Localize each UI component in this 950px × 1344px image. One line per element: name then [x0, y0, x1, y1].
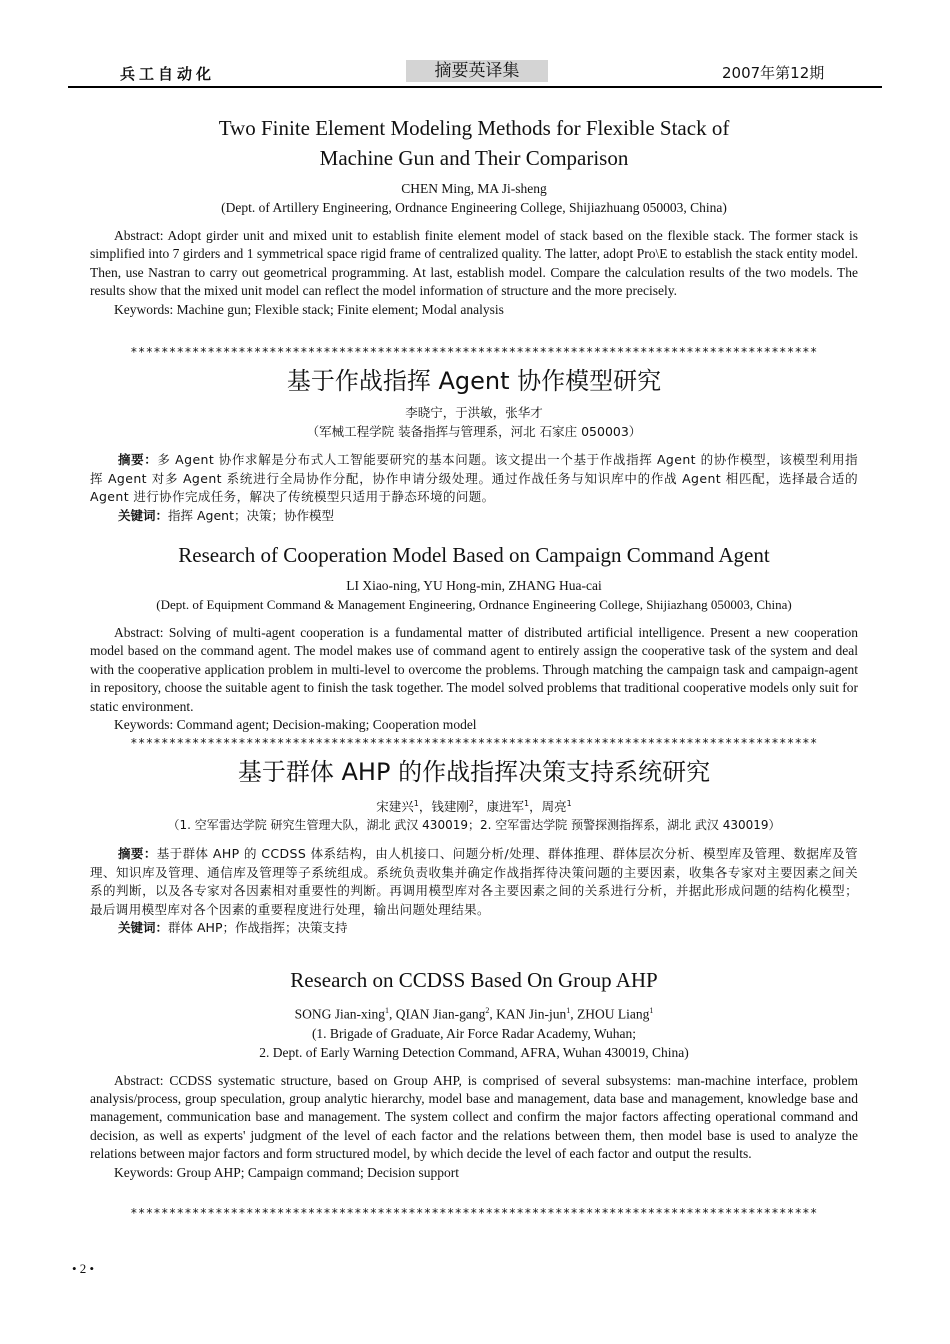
article-1: [90, 113, 858, 319]
keywords: Keywords: Command agent; Decision-making; Cooperation model: [114, 717, 477, 733]
abstract: Abstract: CCDSS systematic structure, based on Group AHP, is comprised of several subsystems: man-machine interface, problem analysis/process, group speculation, group analytic hierarchy, model base and management, data base and management, knowledge base and management, communication base and management. The system collect and confirm the major factors affecting operational command and decision, as well as experts' judgment of the level of each factor and the relations between them, then model base is used to analyze the relations between major factors and form structured model, by which decide the level of each factor and output the results.: [90, 1072, 858, 1162]
authors: 宋建兴$^1$，钱建刚$^2$，康进军$^1$，周亮$^1$: [376, 799, 572, 815]
keywords-text: 群体 AHP；作战指挥；决策支持: [168, 920, 348, 936]
affiliation: (Dept. of Artillery Engineering, Ordnance Engineering College, Shijiazhuang 050003, China): [221, 200, 727, 215]
article-3: [90, 540, 858, 734]
authors: LI Xiao-ning, YU Hong-min, ZHANG Hua-cai: [346, 578, 602, 593]
article-5: [90, 965, 858, 1182]
authors: CHEN Ming, MA Ji-sheng: [401, 181, 547, 196]
article-title: Two Finite Element Modeling Methods for Flexible Stack of: [218, 116, 730, 140]
abstract: [90, 451, 858, 507]
authors: SONG Jian-xing$^1$, QIAN Jian-gang$^2$, KAN Jin-jun$^1$, ZHOU Liang$^1$: [294, 1006, 654, 1022]
issue-label: 2007年第12期: [722, 64, 825, 82]
separator: *****************************************************************************************: [130, 736, 818, 750]
abstract-text: 基于群体 AHP 的 CCDSS 体系结构，由人机接口、问题分析/处理、群体推理、群体层次分析、模型库及管理、数据库及管理、知识库及管理、通信库及管理等子系统组成。系统负责收集并确定作战指挥待决策问题的主要因素，收集各专家对主要因素之间关系的判断，以及各专家对各因素相对重要性的判断。再调用模型库对各主要因素之间的关系进行分析，并据此形成问题的结构化模型；最后调用模型库对各个因素的重要程度进行处理，输出问题处理结果。: [90, 846, 859, 917]
article-title: Research on CCDSS Based On Group AHP: [290, 968, 658, 992]
article-title: 基于群体 AHP 的作战指挥决策支持系统研究: [237, 758, 711, 786]
abstract-label: 摘要：: [118, 846, 157, 862]
journal-name: 兵工自动化: [120, 65, 216, 83]
keywords-label: 关键词：: [118, 507, 169, 523]
keywords: Keywords: Machine gun; Flexible stack; Finite element; Modal analysis: [114, 301, 504, 317]
authors: 李晓宁，于洪敏，张华才: [405, 405, 543, 420]
separator: *****************************************************************************************: [130, 1206, 818, 1220]
affiliation: (Dept. of Equipment Command & Management Engineering, Ordnance Engineering College, Shijiazhang 050003, China): [156, 597, 792, 612]
keywords: [90, 919, 858, 937]
running-header: [68, 60, 882, 88]
article-4: [90, 756, 858, 937]
article-title: Research of Cooperation Model Based on Campaign Command Agent: [178, 543, 770, 567]
column-name: 摘要英译集: [406, 60, 548, 82]
article-title: Machine Gun and Their Comparison: [319, 146, 629, 170]
abstract: [90, 845, 858, 919]
keywords: [90, 507, 858, 525]
abstract: Abstract: Solving of multi-agent cooperation is a fundamental matter of distributed artificial intelligence. Present a new cooperation model based on the command agent. The model makes use of command agent to entirely assign the cooperative task of the system and deal with the cooperative application problem in multi-level to overcome the problems. Through matching the campaign task and campaign-agent in repository, choose the suitable agent to finish the task together. The model solved problems that traditional cooperative models only suit for static environment.: [90, 625, 858, 714]
affiliation: （军械工程学院 装备指挥与管理系，河北 石家庄 050003）: [306, 424, 642, 439]
separator: *****************************************************************************************: [130, 345, 818, 359]
abstract-text: 多 Agent 协作求解是分布式人工智能要研究的基本问题。该文提出一个基于作战指挥 Agent 的协作模型，该模型利用指挥 Agent 对多 Agent 系统进行全局协作分配，协作申请分级处理。通过作战任务与知识库中的作战 Agent 相匹配，选择最合适的 Agent 进行协作完成任务，解决了传统模型只适用于静态环境的问题。: [90, 452, 858, 504]
abstract-label: 摘要：: [118, 452, 158, 467]
keywords: Keywords: Group AHP; Campaign command; Decision support: [114, 1164, 459, 1180]
abstract: Abstract: Adopt girder unit and mixed unit to establish finite element model of stack based on the flexible stack. The former stack is simplified into 7 girders and 1 symmetrical space rigid frame of centralized quality. The latter, adopt Pro\E to establish the stack entity model. Then, use Nastran to carry out geometrical programming. At last, establish model. Compare the calculation results of the two models. The results show that the mixed unit model can reflect the model information of structure and the more precisely.: [90, 228, 858, 299]
page-number: • 2 •: [72, 1261, 95, 1276]
article-2: [90, 365, 858, 525]
affiliation: 2. Dept. of Early Warning Detection Command, AFRA, Wuhan 430019, China): [259, 1044, 689, 1060]
keywords-label: 关键词：: [118, 920, 169, 936]
affiliation: （1. 空军雷达学院 研究生管理大队，湖北 武汉 430019；2. 空军雷达学院 预警探测指挥系，湖北 武汉 430019）: [167, 818, 781, 833]
affiliation: (1. Brigade of Graduate, Air Force Radar Academy, Wuhan;: [311, 1025, 637, 1041]
keywords-text: 指挥 Agent；决策；协作模型: [168, 507, 334, 523]
article-title: 基于作战指挥 Agent 协作模型研究: [286, 367, 662, 395]
